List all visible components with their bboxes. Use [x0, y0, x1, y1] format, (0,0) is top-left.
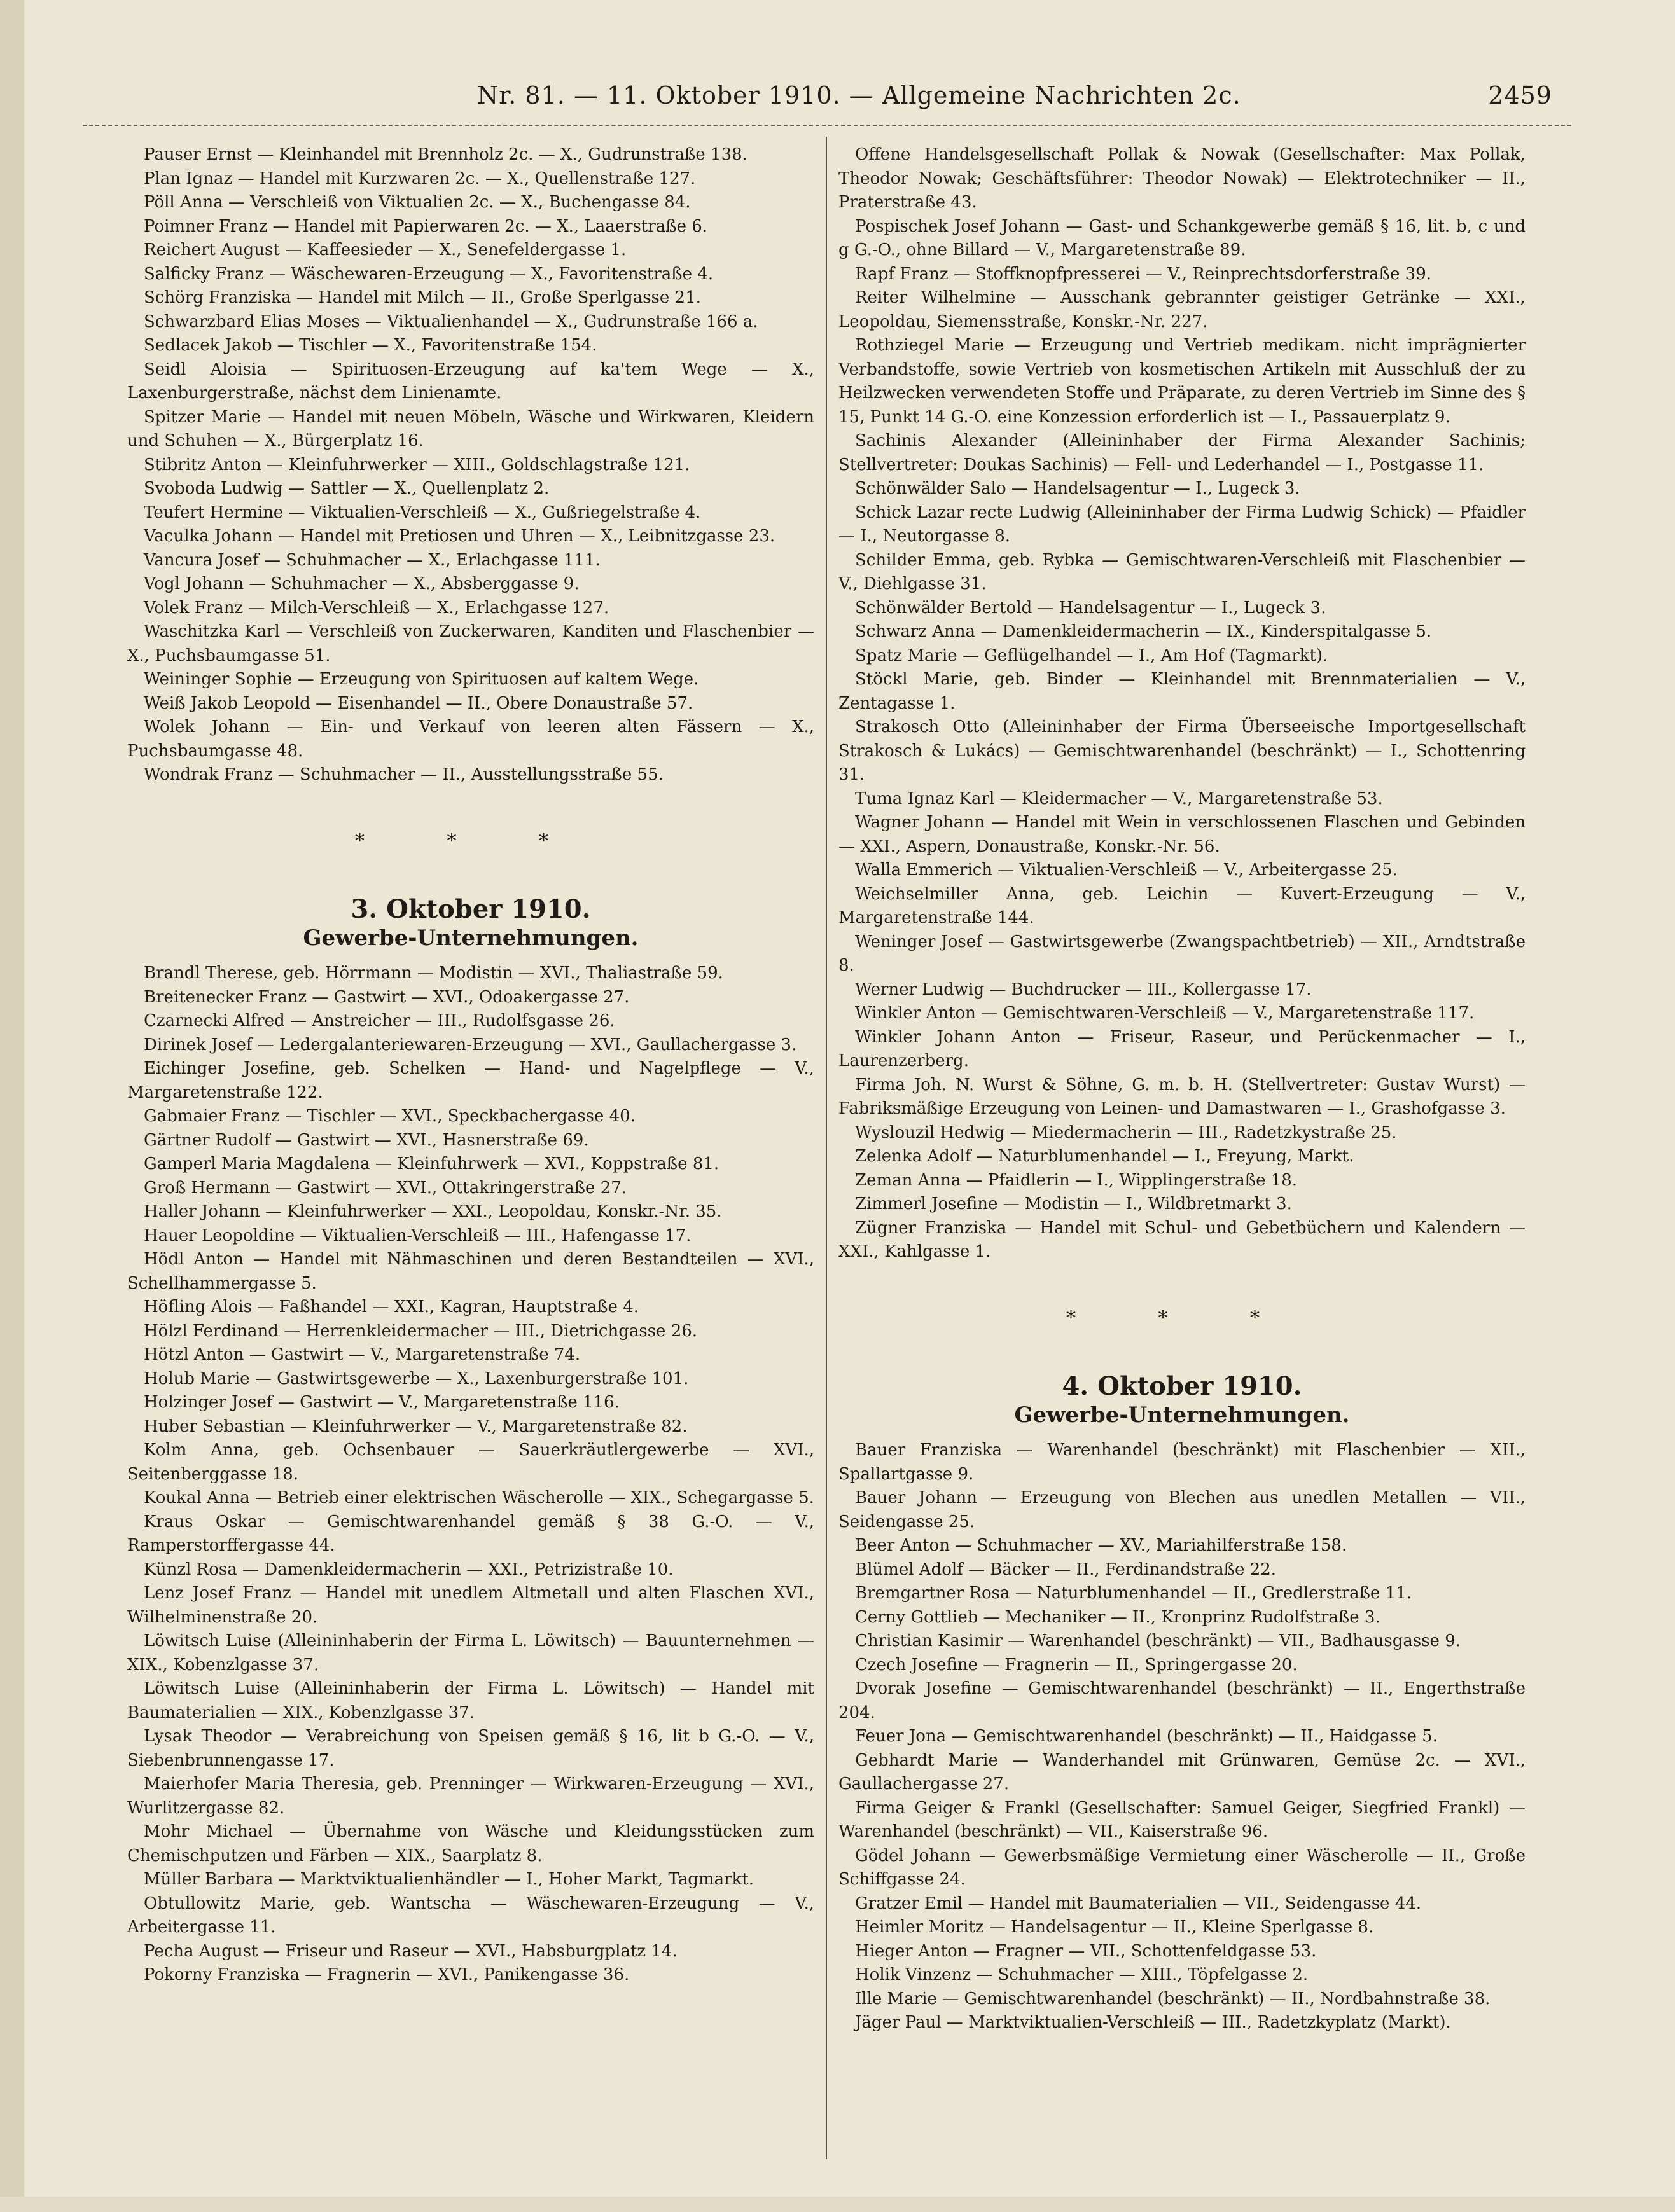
list-item: Rapf Franz — Stoffknopfpresserei — V., Reinprechtsdorferstraße 39. [855, 264, 1432, 284]
list-item: Offene Handelsgesellschaft Pollak & Nowak (Gesellschafter: Max Pollak, Theodor Nowak; Geschäftsführer: Theodor Nowak) — Elektrotechniker — II., Praterstraße 43. [838, 145, 1526, 212]
list-item: Schönwälder Bertold — Handelsagentur — I., Lugeck 3. [855, 598, 1326, 618]
left-column [127, 143, 814, 1987]
list-item: Spitzer Marie — Handel mit neuen Möbeln, Wäsche und Wirkwaren, Kleidern und Schuhen — X., Bürgerplatz 16. [127, 407, 814, 450]
list-item: Pospischek Josef Johann — Gast- und Schankgewerbe gemäß § 16, lit. b, c und g G.-O., ohne Billard — V., Margaretenstraße 89. [838, 216, 1526, 259]
list-item: Hauer Leopoldine — Viktualien-Verschleiß — III., Hafengasse 17. [144, 1226, 692, 1245]
list-item: Gärtner Rudolf — Gastwirt — XVI., Hasnerstraße 69. [144, 1130, 589, 1150]
list-item: Schwarzbard Elias Moses — Viktualienhandel — X., Gudrunstraße 166 a. [144, 312, 758, 331]
section-date: 3. Oktober 1910. [351, 894, 591, 924]
list-item: Weiß Jakob Leopold — Eisenhandel — II., Obere Donaustraße 57. [144, 693, 693, 713]
list-item: Sachinis Alexander (Alleininhaber der Firma Alexander Sachinis; Stellvertreter: Doukas Sachinis) — Fell- und Lederhandel — I., Postgasse 11. [838, 431, 1526, 474]
list-item: Dirinek Josef — Ledergalanteriewaren-Erzeugung — XVI., Gaullachergasse 3. [144, 1035, 797, 1054]
list-item: Bauer Franziska — Warenhandel (beschränkt) mit Flaschenbier — XII., Spallartgasse 9. [838, 1441, 1526, 1484]
list-item: Hödl Anton — Handel mit Nähmaschinen und deren Bestandteilen — XVI., Schellhammergasse 5. [127, 1250, 814, 1293]
list-item: Pöll Anna — Verschleiß von Viktualien 2c. — X., Buchengasse 84. [144, 193, 691, 212]
list-item: Czech Josefine — Fragnerin — II., Springergasse 20. [855, 1655, 1298, 1675]
list-item: Svoboda Ludwig — Sattler — X., Quellenplatz 2. [144, 479, 550, 498]
list-item: Salficky Franz — Wäschewaren-Erzeugung — X., Favoritenstraße 4. [144, 264, 714, 284]
list-item: Pecha August — Friseur und Raseur — XVI., Habsburgplatz 14. [144, 1941, 678, 1961]
list-item: Waschitzka Karl — Verschleiß von Zuckerwaren, Kanditen und Flaschenbier — X., Puchsbaumgasse 51. [127, 622, 814, 665]
list-item: Höfling Alois — Faßhandel — XXI., Kagran, Hauptstraße 4. [144, 1297, 639, 1317]
list-item: Werner Ludwig — Buchdrucker — III., Kollergasse 17. [855, 979, 1312, 999]
list-item: Brandl Therese, geb. Hörrmann — Modistin — XVI., Thaliastraße 59. [144, 964, 723, 983]
page-header [83, 81, 1571, 120]
list-item: Reichert August — Kaffeesieder — X., Senefeldergasse 1. [144, 240, 627, 259]
right-column [838, 143, 1526, 2035]
list-item: Groß Hermann — Gastwirt — XVI., Ottakringerstraße 27. [144, 1178, 627, 1198]
section-title: Gewerbe-Unternehmungen. [1014, 1402, 1350, 1428]
list-item: Weininger Sophie — Erzeugung von Spirituosen auf kaltem Wege. [144, 670, 699, 689]
list-item: Heimler Moritz — Handelsagentur — II., Kleine Sperlgasse 8. [855, 1918, 1374, 1937]
header-rule [83, 125, 1571, 132]
list-item: Winkler Johann Anton — Friseur, Raseur, und Perückenmacher — I., Laurenzerberg. [838, 1027, 1526, 1070]
list-item: Vancura Josef — Schuhmacher — X., Erlachgasse 111. [144, 550, 601, 570]
list-item: Schick Lazar recte Ludwig (Alleininhaber der Firma Ludwig Schick) — Pfaidler — I., Neutorgasse 8. [838, 502, 1526, 546]
list-item: Maierhofer Maria Theresia, geb. Prenninger — Wirkwaren-Erzeugung — XVI., Wurlitzergasse 82. [127, 1774, 814, 1818]
list-item: Bremgartner Rosa — Naturblumenhandel — II., Gredlerstraße 11. [855, 1584, 1412, 1603]
left-section-entries [127, 962, 814, 1987]
list-item: Hötzl Anton — Gastwirt — V., Margaretenstraße 74. [144, 1345, 581, 1364]
list-item: Seidl Aloisia — Spirituosen-Erzeugung auf ka'tem Wege — X., Laxenburgerstraße, nächst dem Linienamte. [127, 359, 814, 403]
list-item: Cerny Gottlieb — Mechaniker — II., Kronprinz Rudolfstraße 3. [855, 1607, 1380, 1627]
list-item: Christian Kasimir — Warenhandel (beschränkt) — VII., Badhausgasse 9. [855, 1631, 1461, 1650]
list-item: Vogl Johann — Schuhmacher — X., Absberggasse 9. [144, 574, 580, 593]
list-item: Eichinger Josefine, geb. Schelken — Hand- und Nagelpflege — V., Margaretenstraße 122. [127, 1059, 814, 1102]
right-section-entries [838, 1439, 1526, 2035]
list-item: Beer Anton — Schuhmacher — XV., Mariahilferstraße 158. [855, 1536, 1347, 1555]
list-item: Vaculka Johann — Handel mit Pretiosen und Uhren — X., Leibnitzgasse 23. [144, 527, 775, 546]
list-item: Reiter Wilhelmine — Ausschank gebrannter geistiger Getränke — XXI., Leopoldau, Siemensstraße, Konskr.-Nr. 227. [838, 288, 1526, 331]
list-item: Weninger Josef — Gastwirtsgewerbe (Zwangspachtbetrieb) — XII., Arndtstraße 8. [838, 932, 1526, 975]
list-item: Weichselmiller Anna, geb. Leichin — Kuvert-Erzeugung — V., Margaretenstraße 144. [838, 884, 1526, 927]
list-item: Firma Joh. N. Wurst & Söhne, G. m. b. H. (Stellvertreter: Gustav Wurst) — Fabriksmäßige Erzeugung von Leinen- und Damastwaren — I., Grashofgasse 3. [838, 1075, 1526, 1118]
list-item: Stöckl Marie, geb. Binder — Kleinhandel mit Brennmaterialien — V., Zentagasse 1. [838, 670, 1526, 713]
list-item: Poimner Franz — Handel mit Papierwaren 2c. — X., Laaerstraße 6. [144, 216, 708, 236]
left-top-entries [127, 143, 814, 787]
list-item: Holub Marie — Gastwirtsgewerbe — X., Laxenburgerstraße 101. [144, 1369, 689, 1388]
list-item: Schönwälder Salo — Handelsagentur — I., Lugeck 3. [855, 479, 1300, 498]
list-item: Dvorak Josefine — Gemischtwarenhandel (beschränkt) — II., Engerthstraße 204. [838, 1679, 1526, 1722]
list-item: Firma Geiger & Frankl (Gesellschafter: Samuel Geiger, Siegfried Frankl) — Warenhandel (beschränkt) — VII., Kaiserstraße 96. [838, 1798, 1526, 1841]
list-item: Zelenka Adolf — Naturblumenhandel — I., Freyung, Markt. [855, 1147, 1354, 1166]
list-item: Schwarz Anna — Damenkleidermacherin — IX., Kinderspitalgasse 5. [855, 622, 1432, 641]
section-title: Gewerbe-Unternehmungen. [303, 925, 639, 951]
column-divider [826, 137, 827, 2159]
list-item: Rothziegel Marie — Erzeugung und Vertrieb medikam. nicht imprägnierter Verbandstoffe, sowie Vertrieb von kosmetischen Artikeln mit Ausschluß der zu Heilzwecken verwendeten Stoffe und Präparate, zu deren Vertrieb im Sinne des § 15, Punkt 14 G.-O. eine Konzession erforderlich ist — I., Passauerplatz 9. [838, 336, 1526, 427]
list-item: Tuma Ignaz Karl — Kleidermacher — V., Margaretenstraße 53. [855, 789, 1383, 808]
list-item: Schörg Franziska — Handel mit Milch — II., Große Sperlgasse 21. [144, 288, 701, 307]
list-item: Schilder Emma, geb. Rybka — Gemischtwaren-Verschleiß mit Flaschenbier — V., Diehlgasse 31. [838, 550, 1526, 593]
list-item: Löwitsch Luise (Alleininhaberin der Firma L. Löwitsch) — Handel mit Baumaterialien — XIX., Kobenzlgasse 37. [127, 1679, 814, 1722]
list-item: Obtullowitz Marie, geb. Wantscha — Wäschewaren-Erzeugung — V., Arbeitergasse 11. [127, 1893, 814, 1937]
list-item: Bauer Johann — Erzeugung von Blechen aus unedlen Metallen — VII., Seidengasse 25. [838, 1488, 1526, 1531]
list-item: Plan Ignaz — Handel mit Kurzwaren 2c. — X., Quellenstraße 127. [144, 169, 696, 188]
list-item: Wolek Johann — Ein- und Verkauf von leeren alten Fässern — X., Puchsbaumgasse 48. [127, 717, 814, 761]
list-item: Pauser Ernst — Kleinhandel mit Brennholz 2c. — X., Gudrunstraße 138. [144, 145, 747, 164]
list-item: Strakosch Otto (Alleininhaber der Firma Überseeische Importgesellschaft Strakosch & Lukács) — Gemischtwarenhandel (beschränkt) — I., Schottenring 31. [838, 717, 1526, 784]
list-item: Blümel Adolf — Bäcker — II., Ferdinandstraße 22. [855, 1559, 1277, 1579]
list-item: Lysak Theodor — Verabreichung von Speisen gemäß § 16, lit b G.-O. — V., Siebenbrunnengasse 17. [127, 1727, 814, 1770]
section-date: 4. Oktober 1910. [1062, 1371, 1302, 1401]
list-item: Künzl Rosa — Damenkleidermacherin — XXI., Petrizistraße 10. [144, 1559, 674, 1579]
list-item: Lenz Josef Franz — Handel mit unedlem Altmetall und alten Flaschen XVI., Wilhelminenstraße 20. [127, 1584, 814, 1627]
list-item: Gratzer Emil — Handel mit Baumaterialien — VII., Seidengasse 44. [855, 1893, 1422, 1913]
list-item: Hölzl Ferdinand — Herrenkleidermacher — III., Dietrichgasse 26. [144, 1321, 698, 1341]
page-number: 2459 [1488, 81, 1552, 109]
list-item: Holzinger Josef — Gastwirt — V., Margaretenstraße 116. [144, 1393, 620, 1412]
list-item: Winkler Anton — Gemischtwaren-Verschleiß — V., Margaretenstraße 117. [855, 1004, 1475, 1023]
list-item: Löwitsch Luise (Alleininhaberin der Firma L. Löwitsch) — Bauunternehmen — XIX., Kobenzlgasse 37. [127, 1631, 814, 1675]
list-item: Spatz Marie — Geflügelhandel — I., Am Hof (Tagmarkt). [855, 646, 1328, 665]
list-item: Kolm Anna, geb. Ochsenbauer — Sauerkräutlergewerbe — XVI., Seitenberggasse 18. [127, 1441, 814, 1484]
list-item: Haller Johann — Kleinfuhrwerker — XXI., Leopoldau, Konskr.-Nr. 35. [144, 1202, 722, 1221]
list-item: Holik Vinzenz — Schuhmacher — XIII., Töpfelgasse 2. [855, 1965, 1309, 1984]
list-item: Huber Sebastian — Kleinfuhrwerker — V., Margaretenstraße 82. [144, 1416, 688, 1436]
list-item: Hieger Anton — Fragner — VII., Schottenfeldgasse 53. [855, 1941, 1317, 1961]
list-item: Zimmerl Josefine — Modistin — I., Wildbretmarkt 3. [855, 1194, 1292, 1213]
list-item: Walla Emmerich — Viktualien-Verschleiß — V., Arbeitergasse 25. [855, 861, 1398, 880]
right-top-entries [838, 143, 1526, 1264]
list-item: Volek Franz — Milch-Verschleiß — X., Erlachgasse 127. [144, 598, 609, 618]
list-item: Sedlacek Jakob — Tischler — X., Favoritenstraße 154. [144, 336, 597, 355]
list-item: Jäger Paul — Marktviktualien-Verschleiß — III., Radetzkyplatz (Markt). [855, 2013, 1451, 2032]
list-item: Zeman Anna — Pfaidlerin — I., Wipplingerstraße 18. [855, 1170, 1298, 1190]
list-item: Gödel Johann — Gewerbsmäßige Vermietung einer Wäscherolle — II., Große Schiffgasse 24. [838, 1846, 1526, 1889]
list-item: Stibritz Anton — Kleinfuhrwerker — XIII., Goldschlagstraße 121. [144, 455, 690, 474]
list-item: Wondrak Franz — Schuhmacher — II., Ausstellungsstraße 55. [144, 765, 664, 784]
header-title: Nr. 81. — 11. Oktober 1910. — Allgemeine Nachrichten 2c. [477, 81, 1241, 109]
list-item: Müller Barbara — Marktviktualienhändler — I., Hoher Markt, Tagmarkt. [144, 1870, 754, 1889]
list-item: Ille Marie — Gemischtwarenhandel (beschränkt) — II., Nordbahnstraße 38. [855, 1989, 1491, 2008]
list-item: Mohr Michael — Übernahme von Wäsche und Kleidungsstücken zum Chemischputzen und Färben — XIX., Saarplatz 8. [127, 1822, 814, 1865]
list-item: Gabmaier Franz — Tischler — XVI., Speckbachergasse 40. [144, 1107, 636, 1126]
list-item: Zügner Franziska — Handel mit Schul- und Gebetbüchern und Kalendern — XXI., Kahlgasse 1. [838, 1218, 1526, 1261]
list-item: Wyslouzil Hedwig — Miedermacherin — III., Radetzkystraße 25. [855, 1123, 1397, 1142]
list-item: Gebhardt Marie — Wanderhandel mit Grünwaren, Gemüse 2c. — XVI., Gaullachergasse 27. [838, 1750, 1526, 1794]
page-bottom-edge [0, 2197, 1675, 2212]
list-item: Pokorny Franziska — Fragnerin — XVI., Panikengasse 36. [144, 1965, 630, 1984]
list-item: Wagner Johann — Handel mit Wein in verschlossenen Flaschen und Gebinden — XXI., Aspern, Donaustraße, Konskr.-Nr. 56. [838, 813, 1526, 856]
page-gutter-shadow [0, 0, 24, 2212]
list-item: Teufert Hermine — Viktualien-Verschleiß — X., Gußriegelstraße 4. [144, 502, 701, 522]
list-item: Czarnecki Alfred — Anstreicher — III., Rudolfsgasse 26. [144, 1011, 615, 1030]
list-item: Breitenecker Franz — Gastwirt — XVI., Odoakergasse 27. [144, 987, 630, 1007]
section-stars: * * * [354, 829, 587, 852]
list-item: Gamperl Maria Magdalena — Kleinfuhrwerk — XVI., Koppstraße 81. [144, 1154, 719, 1173]
list-item: Koukal Anna — Betrieb einer elektrischen Wäscherolle — XIX., Schegargasse 5. [144, 1488, 814, 1507]
list-item: Feuer Jona — Gemischtwarenhandel (beschränkt) — II., Haidgasse 5. [855, 1727, 1438, 1746]
section-stars: * * * [1066, 1306, 1298, 1329]
list-item: Kraus Oskar — Gemischtwarenhandel gemäß § 38 G.-O. — V., Ramperstorffergasse 44. [127, 1512, 814, 1555]
